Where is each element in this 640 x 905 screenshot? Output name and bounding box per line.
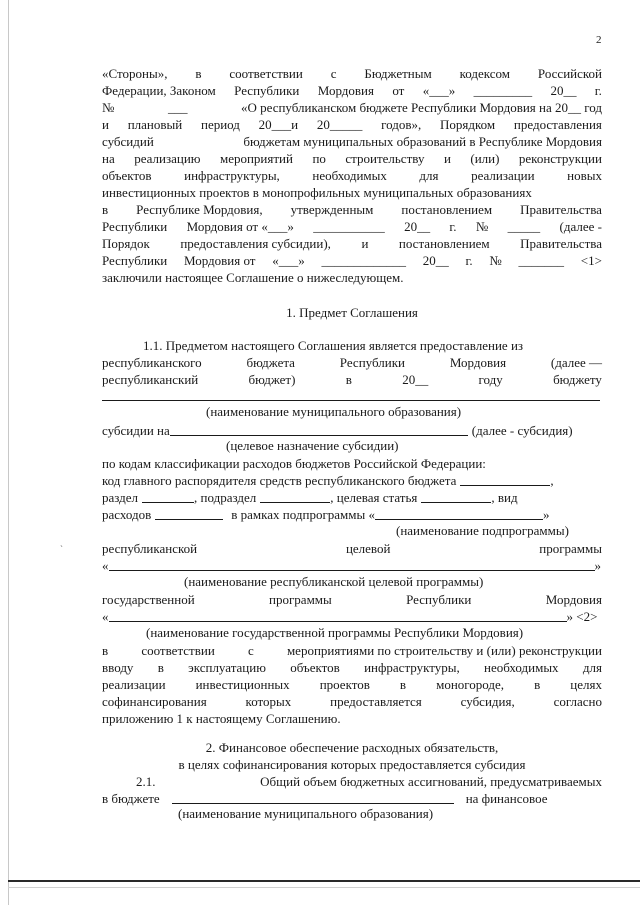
word: Мордовия xyxy=(317,83,374,98)
word: программы xyxy=(269,592,332,607)
word: г. xyxy=(594,83,602,98)
kgrbs-comma: , xyxy=(550,473,554,488)
section-2-heading-2: в целях софинансирования которых предоставляется субсидия xyxy=(178,757,526,772)
word: _______ xyxy=(518,253,565,268)
word: Российской xyxy=(537,66,602,81)
word: субсидия, xyxy=(460,694,515,709)
word: реконструкции xyxy=(518,151,602,166)
rashodov-blank xyxy=(155,507,223,520)
intro-line-7 xyxy=(102,168,602,184)
word: Республики xyxy=(339,355,405,370)
word: Порядок xyxy=(102,236,150,251)
word: утвержденным xyxy=(290,202,374,217)
word: Правительства xyxy=(520,236,602,251)
intro-line-12 xyxy=(102,253,602,269)
subsidy-suffix: (далее - субсидия) xyxy=(471,423,573,438)
intro-line-6 xyxy=(102,151,602,167)
rcp-quote-open: « xyxy=(102,558,109,573)
classification-line xyxy=(102,490,602,506)
gp-line xyxy=(102,592,602,608)
word: соответствии xyxy=(141,643,215,658)
intro-line-2 xyxy=(102,83,602,99)
word: целевой xyxy=(345,541,391,556)
s1-p1-line-1-text: 1.1. Предметом настоящего Соглашения является предоставление из xyxy=(143,338,524,353)
budget-suffix: на финансовое xyxy=(465,791,548,806)
word: вводу xyxy=(102,660,134,675)
word: в xyxy=(345,372,352,387)
word: Мордовия от «___» xyxy=(186,219,294,234)
codes-line-text: по кодам классификации расходов бюджетов Российской Федерации: xyxy=(102,456,486,471)
word: моногороде, xyxy=(436,677,505,692)
word: реализацию xyxy=(134,151,201,166)
subsidy-purpose-blank xyxy=(170,423,468,436)
word: объектов xyxy=(290,660,340,675)
word: для xyxy=(419,168,439,183)
gp-blank xyxy=(109,609,567,622)
word: в xyxy=(102,643,109,658)
word: инфраструктуры, xyxy=(184,168,280,183)
word: _____ xyxy=(507,219,541,234)
word: «О республиканском бюджете Республики Мордовия на 20__ год xyxy=(240,100,602,115)
word: _____________ xyxy=(321,253,406,268)
subprogram-blank xyxy=(375,507,543,520)
word: новых xyxy=(567,168,602,183)
word: кодексом xyxy=(459,66,511,81)
s1-end-line-5 xyxy=(102,711,602,727)
word: 20__ xyxy=(404,219,431,234)
intro-line-11 xyxy=(102,236,602,252)
word: строительству xyxy=(345,151,425,166)
caption-municipality: (наименование муниципального образования) xyxy=(206,404,462,419)
caption-gp: (наименование государственной программы Республики Мордовия) xyxy=(146,625,524,640)
word: г. xyxy=(465,253,473,268)
word: «___» xyxy=(272,253,305,268)
s1-end-line-1 xyxy=(102,643,602,659)
caption-subprogram: (наименование подпрограммы) xyxy=(396,523,569,538)
budget-prefix: в бюджете xyxy=(102,791,160,806)
scan-artifact: ` xyxy=(60,544,63,554)
quote-close: » xyxy=(542,507,550,522)
intro-line-10 xyxy=(102,219,602,235)
word: республиканской xyxy=(102,541,198,556)
word: период xyxy=(200,117,240,132)
word: Республики xyxy=(102,253,168,268)
word: целях xyxy=(570,677,602,692)
word: инвестиционных проектов в монопрофильных муниципальных образованиях xyxy=(102,185,532,200)
word: Мордовия xyxy=(545,592,602,607)
word: с xyxy=(330,66,337,81)
word: 20__ xyxy=(402,372,429,387)
word: _________ xyxy=(473,83,533,98)
word: (далее — xyxy=(550,355,602,370)
word: соответствии xyxy=(229,66,303,81)
word: предоставляется xyxy=(330,694,422,709)
subsidy-prefix: субсидии на xyxy=(102,423,170,438)
podrazdel-blank xyxy=(260,490,330,503)
word: плановый xyxy=(127,117,183,132)
word: 20__ xyxy=(550,83,577,98)
word: эксплуатацию xyxy=(188,660,266,675)
kgrbs-blank xyxy=(460,473,550,486)
intro-line-3 xyxy=(102,100,602,116)
word: годов», xyxy=(381,117,422,132)
gp-blank-line xyxy=(102,609,602,625)
word: <1> xyxy=(580,253,602,268)
rcp-quote-close: » xyxy=(594,558,601,573)
rashodov-label: расходов xyxy=(102,507,152,522)
word: 20__ xyxy=(422,253,449,268)
podrazdel-label: , подраздел xyxy=(194,490,257,505)
word: Мордовия xyxy=(449,355,507,370)
section-2-heading-1: 2. Финансовое обеспечение расходных обязательств, xyxy=(205,740,499,755)
s2-budget-line xyxy=(102,791,602,807)
word: по xyxy=(312,151,326,166)
section-1-heading: 1. Предмет Соглашения xyxy=(286,305,418,320)
word: программы xyxy=(539,541,602,556)
intro-line-8 xyxy=(102,185,602,201)
word: Бюджетным xyxy=(364,66,432,81)
word: мероприятиями по строительству и (или) реконструкции xyxy=(286,643,602,658)
word: на xyxy=(102,151,115,166)
word: которых xyxy=(245,694,292,709)
word: предоставления субсидии), xyxy=(180,236,331,251)
word: Правительства xyxy=(520,202,602,217)
word: Республики xyxy=(234,83,300,98)
word: и xyxy=(443,151,451,166)
razdel-blank xyxy=(142,490,194,503)
s1-end-line-3 xyxy=(102,677,602,693)
word: году xyxy=(478,372,503,387)
word: 20___и xyxy=(258,117,299,132)
intro-line-1 xyxy=(102,66,602,82)
s1-p1-line-2 xyxy=(102,355,602,371)
word: г. xyxy=(449,219,457,234)
word: Республики xyxy=(102,219,168,234)
word: постановлением xyxy=(401,202,493,217)
word: республиканского xyxy=(102,355,202,370)
word: реализации xyxy=(102,677,166,692)
word: Мордовия от xyxy=(183,253,256,268)
word: и xyxy=(102,117,109,132)
v-ramkah-label: в рамках подпрограммы « xyxy=(231,507,375,522)
word: № xyxy=(102,100,115,115)
word: «___» xyxy=(422,83,456,98)
s1-end-line-5-text: приложению 1 к настоящему Соглашению. xyxy=(102,711,341,726)
word: бюджету xyxy=(553,372,602,387)
word: мероприятий xyxy=(219,151,293,166)
word: предоставления xyxy=(513,117,602,132)
intro-line-5 xyxy=(102,134,602,150)
word: Республики xyxy=(406,592,472,607)
word: реализации xyxy=(471,168,535,183)
subprogram-line xyxy=(102,507,602,523)
word: в xyxy=(399,677,407,692)
rcp-blank xyxy=(109,558,595,571)
word: бюджет) xyxy=(248,372,296,387)
word: государственной xyxy=(102,592,195,607)
gp-quote-close: » <2> xyxy=(566,609,598,624)
word: проектов xyxy=(319,677,370,692)
word: инфраструктуры, xyxy=(364,660,460,675)
word: республиканский xyxy=(102,372,199,387)
word: (далее - xyxy=(559,219,602,234)
word: «Стороны», xyxy=(102,66,168,81)
caption-purpose: (целевое назначение субсидии) xyxy=(226,438,399,453)
codes-line xyxy=(102,456,602,472)
subsidy-line xyxy=(102,423,602,439)
word: Республике Мордовия, xyxy=(136,202,263,217)
s1-end-line-4 xyxy=(102,694,602,710)
s1-p1-line-1 xyxy=(143,338,604,354)
word: 2.1. xyxy=(136,774,156,789)
celevaya-label: , целевая статья xyxy=(330,490,418,505)
word: (или) xyxy=(470,151,500,166)
word: № xyxy=(489,253,502,268)
word: ___ xyxy=(167,100,188,115)
s2-p1-line-1 xyxy=(136,774,602,790)
word: Порядком xyxy=(440,117,496,132)
word: бюджета xyxy=(246,355,295,370)
caption-municipality-2: (наименование муниципального образования) xyxy=(178,806,434,821)
page-number: 2 xyxy=(596,34,602,46)
vid-label: , вид xyxy=(491,490,518,505)
word: необходимых xyxy=(312,168,387,183)
s1-end-line-2 xyxy=(102,660,602,676)
intro-line-13 xyxy=(102,270,602,286)
kgrbs-text: код главного распорядителя средств республиканского бюджета xyxy=(102,473,457,488)
intro-line-9 xyxy=(102,202,602,218)
word: Общий объем бюджетных ассигнований, предусматриваемых xyxy=(260,774,602,789)
word: субсидий xyxy=(102,134,154,149)
word: Федерации, Законом xyxy=(102,83,216,98)
kgrbs-line xyxy=(102,473,602,489)
gp-quote-open: « xyxy=(102,609,109,624)
razdel-label: раздел xyxy=(102,490,139,505)
word: ___________ xyxy=(313,219,385,234)
word: софинансирования xyxy=(102,694,207,709)
word: в xyxy=(195,66,202,81)
budget-municipality-blank xyxy=(172,791,454,804)
municipality-blank-line xyxy=(102,400,600,401)
word: в xyxy=(157,660,164,675)
caption-rcp: (наименование республиканской целевой программы) xyxy=(184,574,484,589)
word: объектов xyxy=(102,168,152,183)
rcp-line xyxy=(102,541,602,557)
intro-line-4 xyxy=(102,117,602,133)
word: и xyxy=(361,236,369,251)
celevaya-blank xyxy=(421,490,491,503)
word: от xyxy=(392,83,405,98)
s1-p1-line-3 xyxy=(102,372,602,388)
word: 20_____ xyxy=(316,117,363,132)
word: № xyxy=(475,219,489,234)
word: инвестиционных xyxy=(195,677,290,692)
word: постановлением xyxy=(398,236,490,251)
word: в xyxy=(102,202,109,217)
intro-line-13-text: заключили настоящее Соглашение о нижеследующем. xyxy=(102,270,404,285)
rcp-blank-line xyxy=(102,558,602,574)
word: бюджетам муниципальных образований в Республике Мордовия xyxy=(243,134,602,149)
word: в xyxy=(534,677,541,692)
word: необходимых xyxy=(484,660,559,675)
word: согласно xyxy=(553,694,602,709)
word: с xyxy=(247,643,254,658)
word: для xyxy=(582,660,602,675)
